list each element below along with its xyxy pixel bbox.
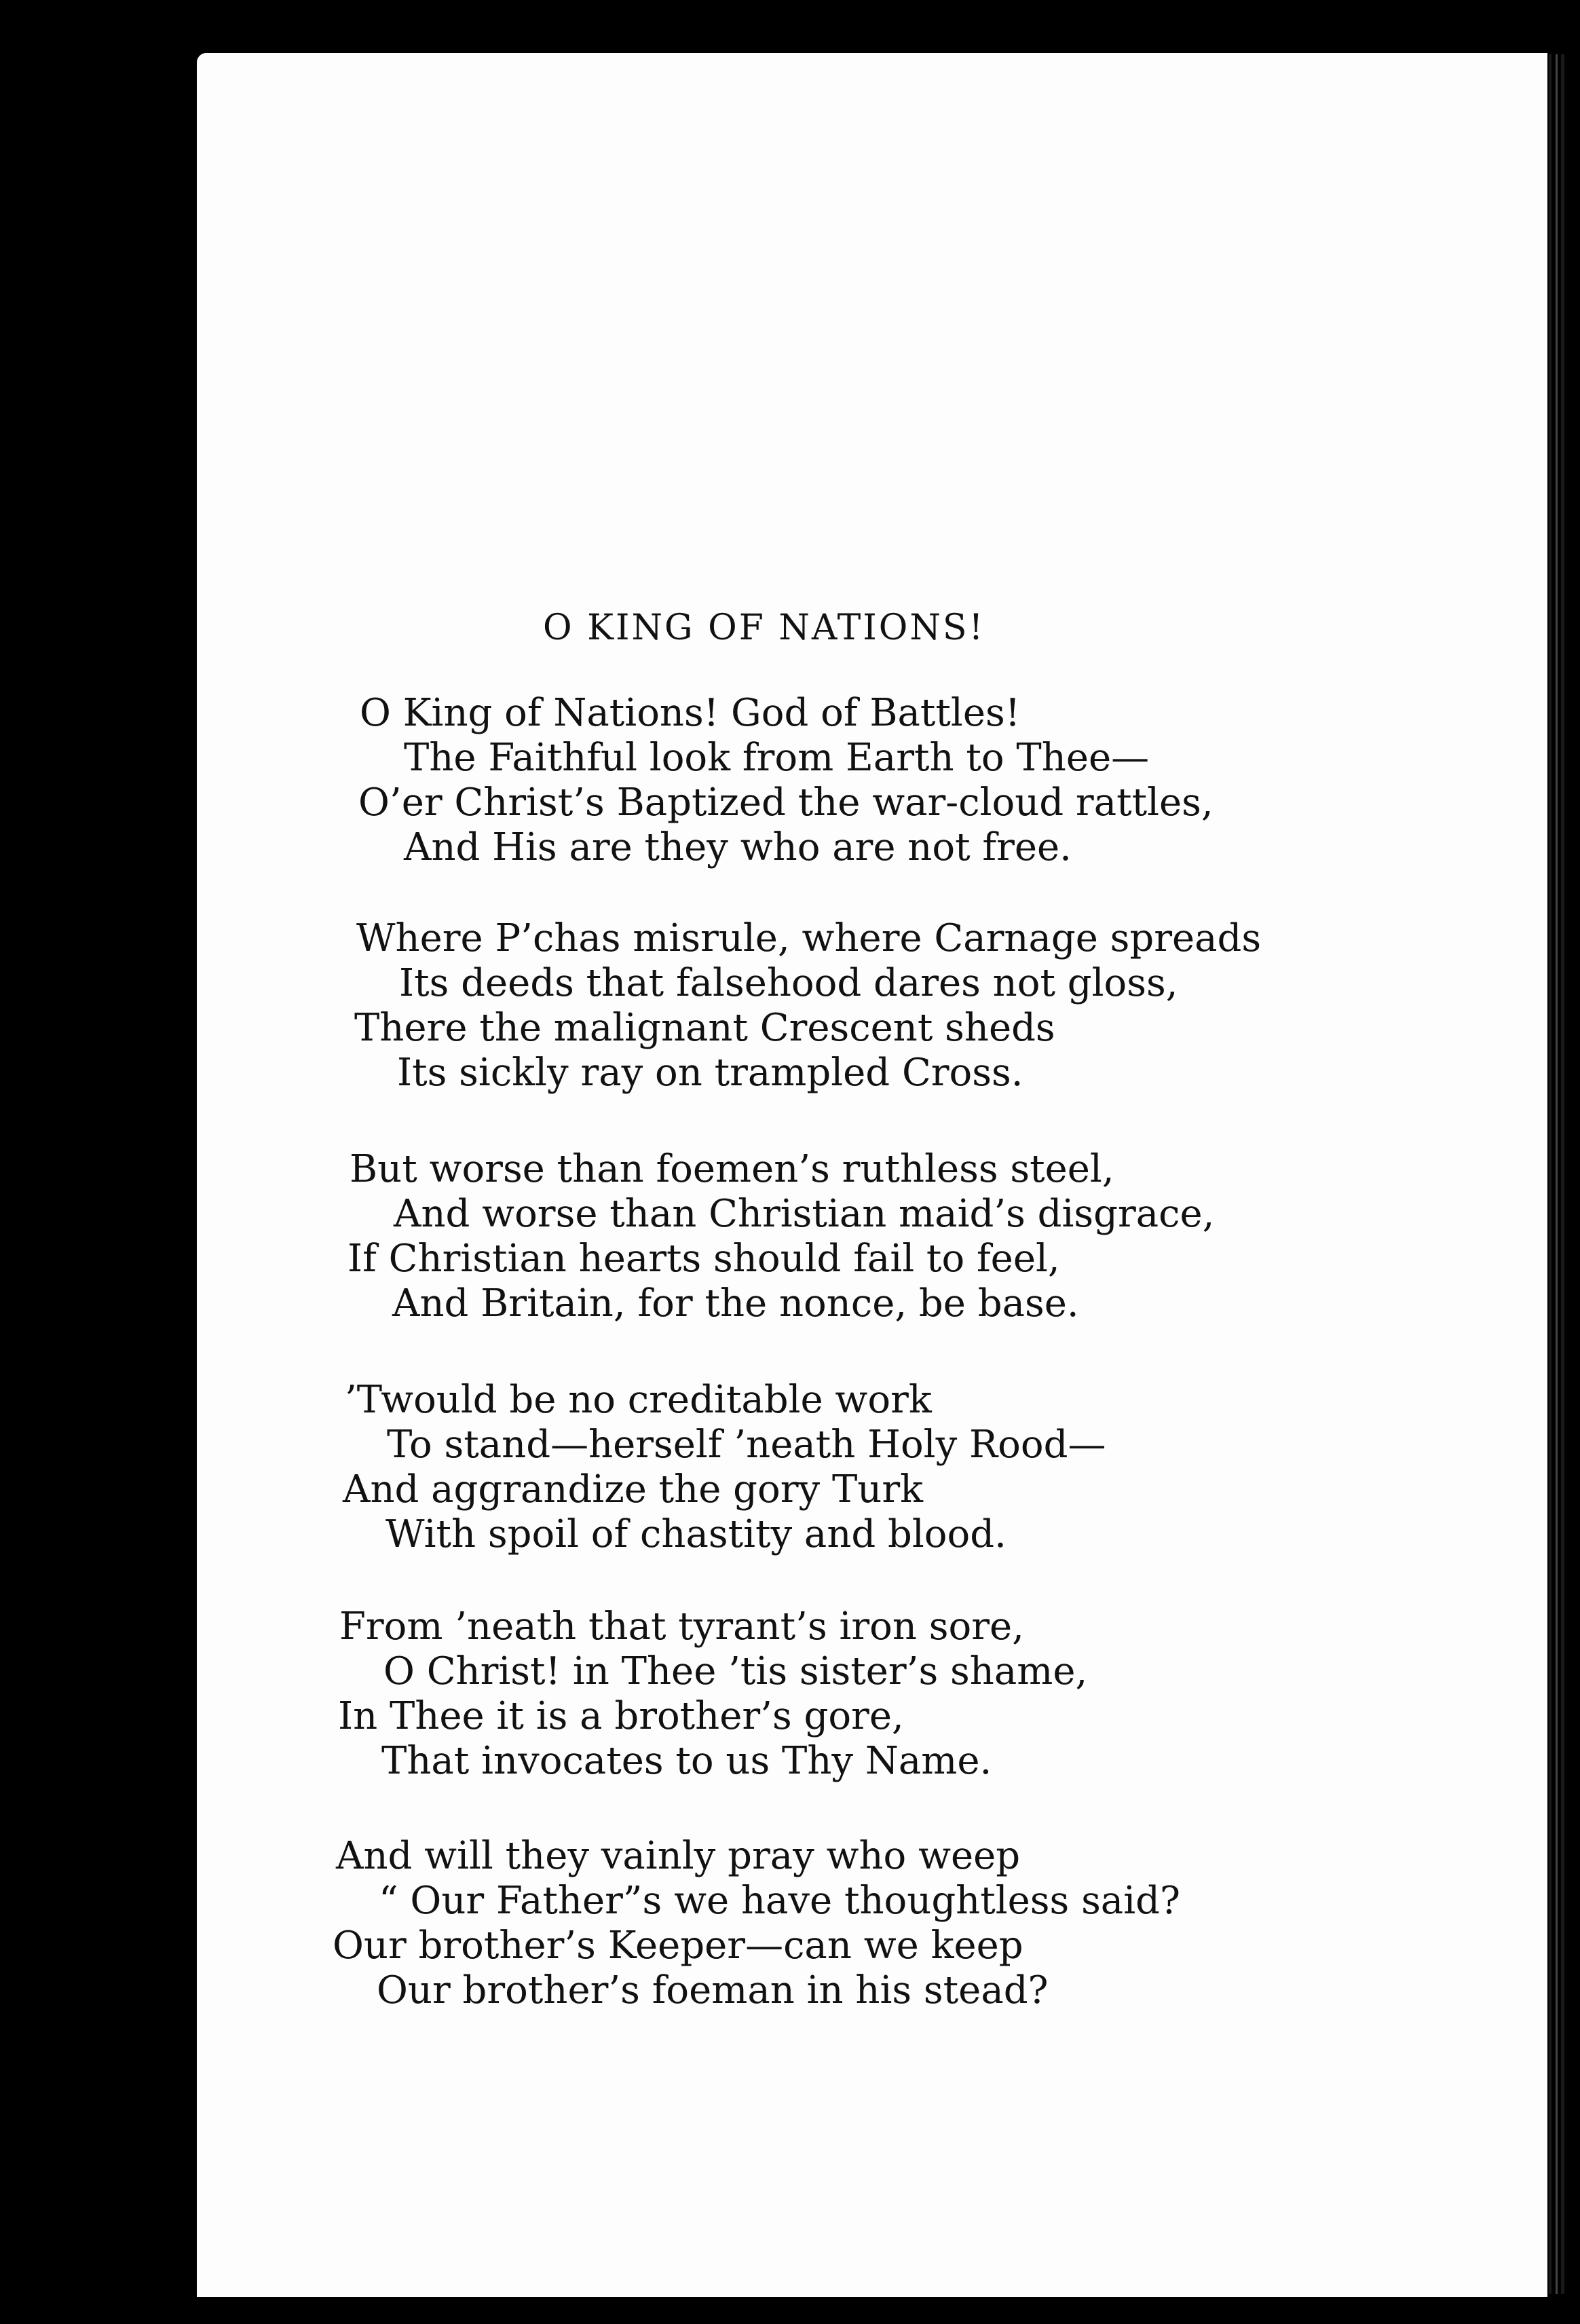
scan-bottom-border <box>0 2297 1580 2324</box>
poem-line: In Thee it is a brother’s gore, <box>338 1694 904 1738</box>
poem-line: Where P’chas misrule, where Carnage spreads <box>356 916 1262 960</box>
poem-line: And Britain, for the nonce, be base. <box>392 1281 1079 1326</box>
poem-line: O’er Christ’s Baptized the war-cloud rattles, <box>358 781 1214 825</box>
poem-line: O Christ! in Thee ’tis sister’s shame, <box>383 1649 1088 1693</box>
poem-line: With spoil of chastity and blood. <box>385 1512 1007 1556</box>
page-edge-strip <box>1568 54 1580 2294</box>
poem-line: And aggrandize the gory Turk <box>343 1467 924 1512</box>
poem-line: Our brother’s foeman in his stead? <box>377 1968 1049 2012</box>
poem-line: “ Our Father”s we have thoughtless said? <box>379 1879 1180 1923</box>
scan-left-border <box>0 0 182 2324</box>
poem-line: From ’neath that tyrant’s iron sore, <box>339 1605 1024 1649</box>
poem-line: Our brother’s Keeper—can we keep <box>333 1924 1023 1968</box>
poem-line: And worse than Christian maid’s disgrace, <box>394 1192 1215 1236</box>
poem-line: To stand—herself ’neath Holy Rood— <box>387 1423 1106 1467</box>
poem-line: ’Twould be no creditable work <box>345 1378 932 1422</box>
poem-line: Its sickly ray on trampled Cross. <box>397 1051 1023 1095</box>
page-edge-strip <box>1556 54 1558 2294</box>
poem-line: And will they vainly pray who weep <box>336 1834 1021 1878</box>
poem-title: O KING OF NATIONS! <box>543 607 985 648</box>
scan-top-border <box>0 0 1580 53</box>
poem-line: If Christian hearts should fail to feel, <box>347 1237 1060 1281</box>
poem-line: That invocates to us Thy Name. <box>381 1739 992 1783</box>
poem-line: And His are they who are not free. <box>404 825 1072 869</box>
page-edge-strip <box>1561 54 1564 2294</box>
poem-line: O King of Nations! God of Battles! <box>360 691 1021 735</box>
poem-line: Its deeds that falsehood dares not gloss, <box>399 961 1178 1005</box>
poem-line: But worse than foemen’s ruthless steel, <box>350 1147 1114 1191</box>
poem-line: There the malignant Crescent sheds <box>354 1006 1055 1050</box>
poem-line: The Faithful look from Earth to Thee— <box>404 736 1150 780</box>
page-edge-strip <box>1549 54 1551 2294</box>
